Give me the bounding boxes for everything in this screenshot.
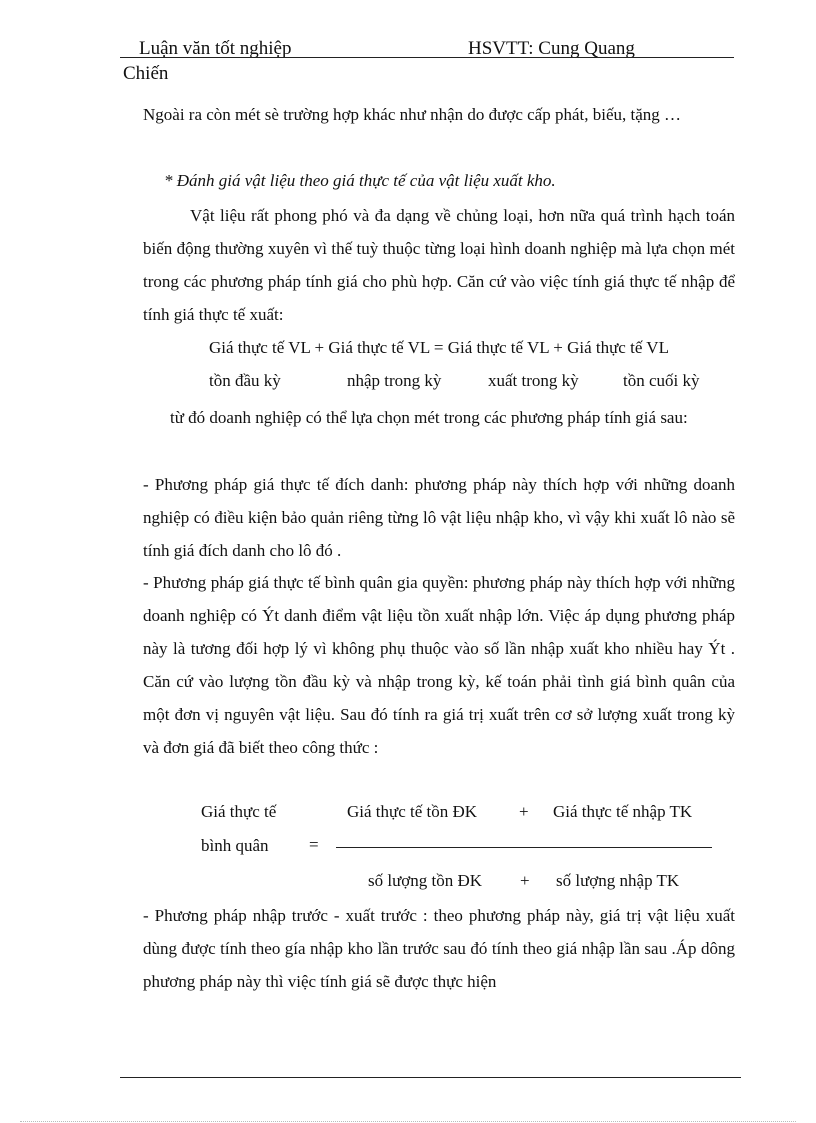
formula-label-opening: tồn đầu kỳ: [209, 371, 281, 390]
formula-label-inbound: nhập trong kỳ: [347, 371, 442, 390]
formula2-numerator-inbound: Giá thực tế nhập TK: [553, 802, 693, 821]
paragraph-method-choice: từ đó doanh nghiệp có thể lựa chọn mét trong các phương pháp tính giá sau:: [170, 408, 688, 427]
formula2-left-top: Giá thực tế: [201, 802, 277, 821]
formula-label-outbound: xuất trong kỳ: [488, 371, 579, 390]
paragraph-weighted-average: - Phương pháp giá thực tế bình quân gia quyền: phương pháp này thích hợp với những doanh nghiệp có Ýt danh điểm vật liệu tồn xuất nhập lớn. Việc áp dụng phương pháp này là tương đối hợp lý vì không phụ thuộc vào số lần nhập xuất kho nhiều hay Ýt . Căn cứ vào lượng tồn đầu kỳ và nhập trong kỳ, kế toán phải tình giá bình quân của một đơn vị nguyên vật liệu. Sau đó tính ra giá trị xuất trên cơ sở lượng xuất trong kỳ và đơn giá đã biết theo công thức :: [143, 573, 735, 757]
formula2-left-bottom: bình quân: [201, 836, 269, 855]
header-author-continuation: Chiến: [123, 63, 169, 84]
formula2-denominator-inbound: số lượng nhập TK: [556, 871, 680, 890]
paragraph-material-diversity: Vật liệu rất phong phó và đa dạng về chủng loại, hơn nữa quá trình hạch toán biến động thường xuyên vì thế tuỳ thuộc từng loại hình doanh nghiệp mà lựa chọn mét trong các phương pháp tính giá cho phù hợp. Căn cứ vào việc tính giá thực tế nhập để tính giá thực tế xuất:: [143, 206, 735, 324]
paragraph-other-cases: Ngoài ra còn mét sè trường hợp khác như nhận do được cấp phát, biếu, tặng …: [143, 105, 682, 124]
formula2-denominator-plus: +: [520, 871, 530, 890]
formula2-numerator-plus: +: [519, 802, 529, 821]
formula2-denominator-opening: số lượng tồn ĐK: [368, 871, 483, 890]
formula-balance-equation: Giá thực tế VL + Giá thực tế VL = Giá thực tế VL + Giá thực tế VL: [209, 338, 669, 357]
footer-rule: [120, 1077, 741, 1078]
header-author: HSVTT: Cung Quang: [468, 38, 635, 59]
paragraph-fifo: - Phương pháp nhập trước - xuất trước : theo phương pháp này, giá trị vật liệu xuất dùng được tính theo gía nhập kho lần trước sau đó tính theo giá nhập lần sau .Áp dông phương pháp này thì việc tính giá sẽ được thực hiện: [143, 906, 735, 991]
formula-label-closing: tồn cuối kỳ: [623, 371, 700, 390]
paragraph-specific-identification: - Phương pháp giá thực tế đích danh: phương pháp này thích hợp với những doanh nghiệp có điều kiện bảo quản riêng từng lô vật liệu nhập kho, vì vậy khi xuất lô nào sẽ tính giá đích danh cho lô đó .: [143, 475, 735, 560]
formula2-numerator-opening: Giá thực tế tồn ĐK: [347, 802, 478, 821]
header-rule: [120, 57, 734, 58]
section-heading-export-valuation: * Đánh giá vật liệu theo giá thực tế của vật liệu xuất kho.: [164, 171, 556, 190]
page-edge-dotted-border: [20, 1121, 796, 1122]
formula2-equals-sign: =: [309, 835, 319, 854]
formula2-fraction-bar: [336, 847, 712, 848]
header-title: Luận văn tốt nghiệp: [139, 38, 292, 59]
